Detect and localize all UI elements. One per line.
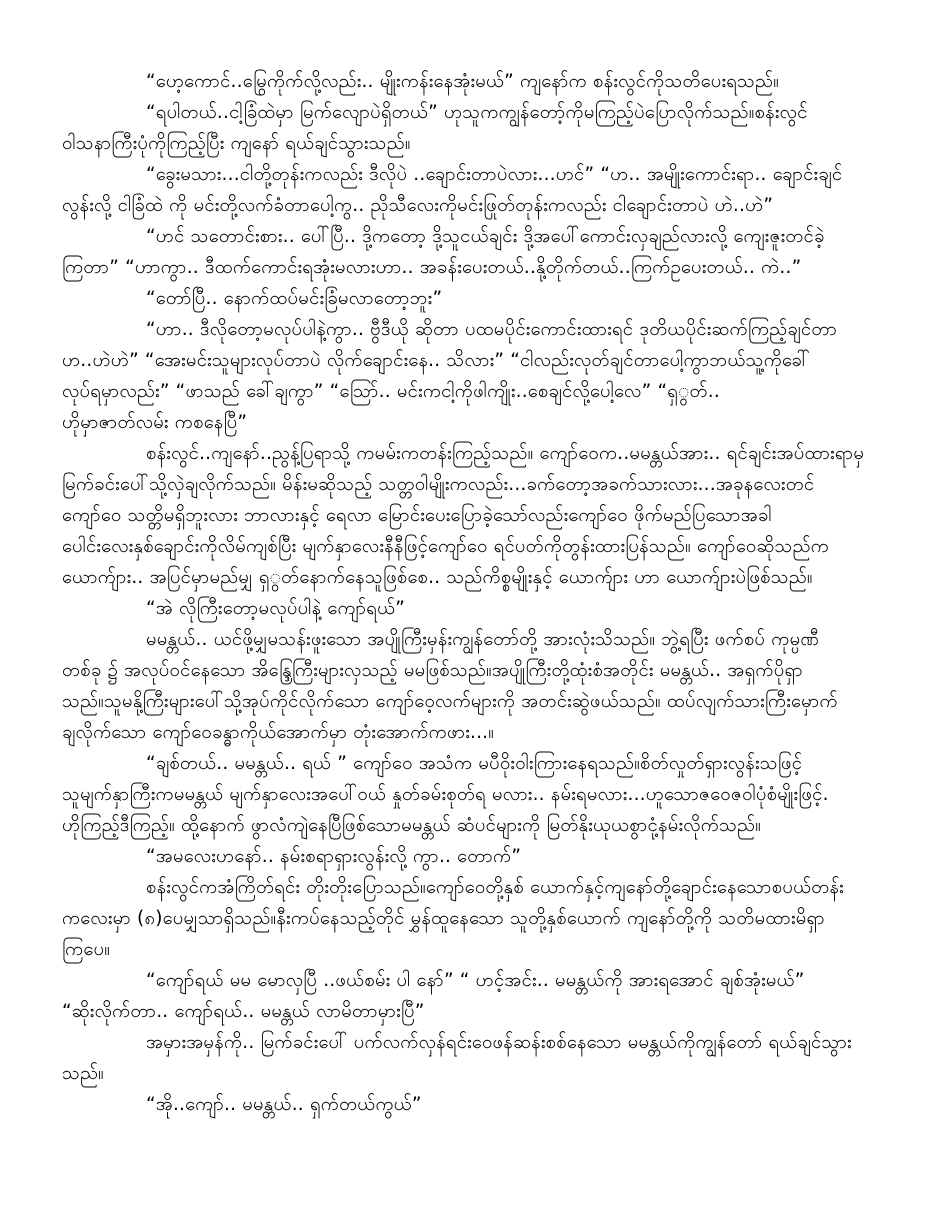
text-line: စန်းလွင်..ကျနော်..ညွန့်ပြရာသို့ ကမမ်းကတန်းကြည့်သည်။ ကျော်ဝေက..မမန္တယ်အား.. ရင်ချင်းအပ်ထားရာမှ <box>146 443 865 464</box>
text-line: ဟိုမှာဇာတ်လမ်း ကစနေပြီ” <box>62 412 248 433</box>
text-line: မမန္တယ်.. ယင်ဖို့မျှမသန်းဖူးသော အပျိုကြီးမှန်းကျွန်တော်တို့ အားလုံးသိသည်။ ဘွဲ့ရပြီး ဖက်စပ် ကုမ္ပဏီ <box>146 629 820 650</box>
text-line: အမှားအမှန်ကို.. မြက်ခင်းပေါ် ပက်လက်လှန်ရင်းဝေဖန်ဆန်းစစ်နေသော မမန္တယ်ကိုကျွန်တော် ရယ်ချင်သွား <box>146 1032 852 1053</box>
text-line: သူမျက်နှာကြီးကမမန္တယ် မျက်နှာလေးအပေါ်ဝယ် နှုတ်ခမ်းစုတ်ရ မလား.. နမ်းရမလား...ဟူသောဇဝေဇဝါပုံစံမျိုးဖြင့်. <box>62 784 829 805</box>
text-line: “ဟင် သတောင်းစား.. ပေါ်ပြီ.. ဒို့ကတော့ ဒို့သူငယ်ချင်း ဒို့အပေါ်ကောင်းလှချည်လားလို့ ကျေးဇူးတင်ခဲ့ <box>146 226 825 247</box>
text-line: “ဟာ.. ဒီလိုတော့မလုပ်ပါနဲ့ကွာ.. ဗွီဒီယို ဆိုတာ ပထမပိုင်းကောင်းထားရင် ဒုတိယပိုင်းဆက်ကြည့်ချင်တာ <box>146 319 838 340</box>
text-line: “အမလေးဟနော်.. နမ်းစရာရှားလွန်းလို့ ကွာ.. တောက်” <box>146 846 522 867</box>
text-line: “အို..ကျော်.. မမန္တယ်.. ရှက်တယ်ကွယ်” <box>146 1094 422 1115</box>
text-line: “ဟေ့ကောင်..မြွေကိုက်လို့လည်း.. မျိုးကန်းနေအုံးမယ်” ကျနော်က စန်းလွင်ကိုသတိပေးရသည်။ <box>146 71 780 92</box>
text-line: စန်းလွင်ကအံကြိတ်ရင်း တိုးတိုးပြောသည်။ကျော်ဝေတို့နှစ် ယောက်နှင့်ကျနော်တို့ချောင်းနေသောစပယ်တန်း <box>146 877 844 898</box>
text-line: “အဲ လိုကြီးတော့မလုပ်ပါနဲ့ ကျော်ရယ်” <box>146 598 406 619</box>
text-line: ကြတာ” “ဟာကွာ.. ဒီထက်ကောင်းရအုံးမလားဟာ.. အခန်းပေးတယ်..နို့တိုက်တယ်..ကြက်ဥပေးတယ်.. ကဲ..” <box>62 257 802 278</box>
text-line: ဟိုကြည့်ဒီကြည့်။ ထို့နောက် ဖွာလံကျဲနေပြီဖြစ်သောမမန္တယ် ဆံပင်များကို မြတ်နိုးယုယစွာငုံ့နမ်းလိုက်သည်။ <box>62 815 762 836</box>
text-line: မြက်ခင်းပေါ်သို့လှဲချလိုက်သည်။ မိန်းမဆိုသည့် သတ္တဝါမျိုးကလည်း...ခက်တော့အခက်သားလား...အခုနလေးတင် <box>62 474 815 495</box>
text-line: ဝါသနာကြီးပုံကိုကြည့်ပြီး ကျနော် ရယ်ချင်သွားသည်။ <box>62 133 411 154</box>
text-line: သည်။ <box>62 1063 104 1084</box>
text-line: လုပ်ရမှာလည်း” “ဖာသည် ခေါ်ချကွာ” “သြော်.. မင်းကငါ့ကိုဖါကျိုး..စေချင်လို့ပေါ့လေ” “ရှွတ်.. <box>62 381 720 402</box>
text-line: ကျော်ဝေ သတ္တိမရှိဘူးလား ဘာလားနှင့် ရေလာ မြောင်းပေးပြောခဲ့သော်လည်းကျော်ဝေ ဖိုက်မည်ပြသောအခါ <box>62 505 772 526</box>
text-line: သည်။သူမနို့ကြီးများပေါ်သို့အုပ်ကိုင်လိုက်သော ကျော်ဝေ့လက်များကို အတင်းဆွဲဖယ်သည်။ ထပ်လျက်သားကြီးမှောက် <box>62 691 838 712</box>
text-line: “ဆိုးလိုက်တာ.. ကျော်ရယ်.. မမန္တယ် လာမိတာမှားပြီ” <box>62 1001 425 1022</box>
text-line: ကလေးမှာ (၈)ပေမျှသာရှိသည်။နီးကပ်နေသည့်တိုင် မွှန်ထူနေသော သူတို့နှစ်ယောက် ကျနော်တို့ကို သတိမထားမိရှာ <box>62 908 825 929</box>
text-line: “ခွေးမသား...ငါတို့တုန်းကလည်း ဒီလိုပဲ ..ချောင်းတာပဲလား...ဟင်” “ဟ.. အမျိုးကောင်းရာ.. ချောင်းချင် <box>146 164 843 185</box>
text-line: ယောက်ျား.. အပြင်မှာမည်မျှ ရှွတ်နောက်နေသူဖြစ်စေ.. သည်ကိစ္စမျိုးနှင့် ယောက်ျား ဟာ ယောက်ျားပဲဖြစ်သည်။ <box>62 567 813 588</box>
text-line: ဟ..ဟဲဟဲ” “အေးမင်းသူများလုပ်တာပဲ လိုက်ချောင်းနေ.. သိလား” “ငါလည်းလုတ်ချင်တာပေါ့ကွာဘယ်သူ့ကိုခေါ် <box>62 350 811 371</box>
text-line: ပေါင်းလေးနှစ်ချောင်းကိုလိမ်ကျစ်ပြီး မျက်နှာလေးနီနီဖြင့်ကျော်ဝေ ရင်ပတ်ကိုတွန်းထားပြန်သည်။ ကျော်ဝေဆိုသည်က <box>62 536 830 557</box>
text-line: ချလိုက်သော ကျော်ဝေခန္ဓာကိုယ်အောက်မှာ တုံးအောက်ကဖား...။ <box>62 722 495 743</box>
text-line: တစ်ခု ၌ အလုပ်ဝင်နေသော အိန္ဒြေကြီးများလှသည့် မမဖြစ်သည်။အပျိုကြီးတို့ထုံးစံအတိုင်း မမန္တယ်.. အရှက်ပိုရှာ <box>62 660 803 681</box>
text-line: “ကျော်ရယ် မမ မောလှပြီ ..ဖယ်စမ်း ပါ နော်” “ ဟင့်အင်း.. မမန္တယ်ကို အားရအောင် ချစ်အုံးမယ်” <box>146 970 805 991</box>
text-line: “တော်ပြီ.. နောက်ထပ်မင်းခြံမလာတော့ဘူး” <box>146 288 443 309</box>
text-line: “ချစ်တယ်.. မမန္တယ်.. ရယ် ” ကျော်ဝေ အသံက မပီဝိုးဝါးကြားနေရသည်။စိတ်လှုတ်ရှားလွန်းသဖြင့် <box>146 753 803 774</box>
text-line: “ရပါတယ်..ငါ့ခြံထဲမှာ မြက်လျောပဲရှိတယ်” ဟုသူကကျွန်တော့်ကိုမကြည့်ပဲပြောလိုက်သည်။စန်းလွင် <box>146 102 808 123</box>
text-line: လွန်းလို့ ငါခြံထဲ ကို မင်းတို့လက်ခံတာပေါ့ကွ.. ညိုသီလေးကိုမင်းဖြုတ်တုန်းကလည်း ငါချောင်းတာပဲ ဟဲ..ဟဲ” <box>62 195 774 216</box>
text-line: ကြပေ။ <box>62 939 111 960</box>
